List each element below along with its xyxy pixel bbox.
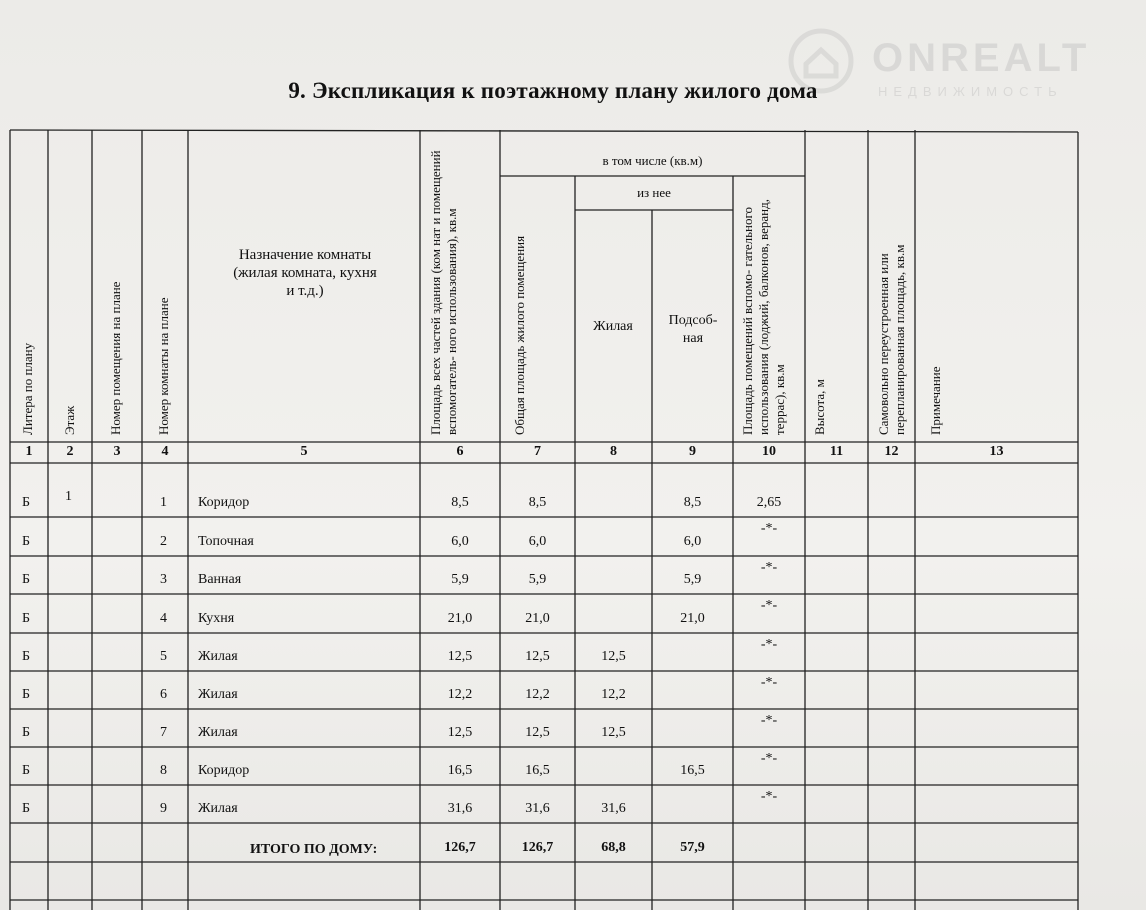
cell-litera: Б xyxy=(22,725,31,740)
cell-general-area: 31,6 xyxy=(525,801,550,816)
header-aux-use-area: Площадь помещений вспомо- гательного использования (лоджий, балконов, веранд, террас), кв.м xyxy=(740,199,787,435)
cell-room-number: 4 xyxy=(160,611,167,626)
cell-height: -*- xyxy=(760,789,778,804)
cell-height: -*- xyxy=(760,751,778,766)
column-number: 1 xyxy=(25,444,33,459)
column-number: 10 xyxy=(762,444,776,459)
cell-general-area: 6,0 xyxy=(528,534,547,549)
header-including: в том числе (кв.м) xyxy=(602,153,703,168)
cell-room-number: 3 xyxy=(160,572,167,587)
cell-room-number: 6 xyxy=(160,687,167,702)
cell-floor: 1 xyxy=(65,489,72,504)
cell-living-area: 12,2 xyxy=(601,687,626,702)
cell-general-area: 8,5 xyxy=(528,495,547,510)
column-number: 4 xyxy=(161,444,169,459)
cell-room-name: Ванная xyxy=(198,572,242,587)
header-total-area: Площадь всех частей здания (ком нат и помещений вспомогатель- ного использования), кв.м xyxy=(428,150,459,435)
cell-room-name: Жилая xyxy=(198,687,238,702)
header-room-purpose: Назначение комнаты (жилая комната, кухня и т.д.) xyxy=(233,247,377,299)
column-number: 7 xyxy=(534,444,541,459)
header-height: Высота, м xyxy=(812,379,827,435)
column-number: 6 xyxy=(456,444,464,459)
cell-room-number: 1 xyxy=(160,495,167,510)
watermark-sub: НЕДВИЖИМОСТЬ xyxy=(878,84,1063,99)
cell-litera: Б xyxy=(22,687,31,702)
cell-room-name: Жилая xyxy=(198,801,238,816)
totals-label: ИТОГО ПО ДОМУ: xyxy=(250,842,378,857)
cell-total-area: 31,6 xyxy=(447,801,473,816)
column-number: 9 xyxy=(689,444,696,459)
cell-room-number: 8 xyxy=(160,763,167,778)
cell-room-name: Жилая xyxy=(198,649,238,664)
cell-litera: Б xyxy=(22,572,31,587)
page-title: 9. Экспликация к поэтажному плану жилого дома xyxy=(288,78,818,103)
cell-room-name: Коридор xyxy=(198,763,250,778)
header-of-which: из нее xyxy=(637,185,671,200)
column-number: 12 xyxy=(884,444,899,459)
header-litera: Литера по плану xyxy=(20,342,35,435)
cell-room-name: Топочная xyxy=(198,534,254,549)
cell-litera: Б xyxy=(22,763,31,778)
column-number: 11 xyxy=(829,444,844,459)
cell-room-number: 7 xyxy=(160,725,167,740)
cell-height: -*- xyxy=(760,598,778,613)
cell-height: 2,65 xyxy=(756,495,782,510)
header-general-area: Общая площадь жилого помещения xyxy=(512,235,527,435)
cell-height: -*- xyxy=(760,560,778,575)
cell-aux-area: 6,0 xyxy=(683,534,702,549)
column-number: 5 xyxy=(300,444,308,459)
cell-living-area: 31,6 xyxy=(601,801,626,816)
cell-living-area: 12,5 xyxy=(601,725,626,740)
header-note: Примечание xyxy=(928,366,943,435)
cell-total-area: 8,5 xyxy=(451,495,469,510)
cell-aux-area: 21,0 xyxy=(680,611,705,626)
cell-height: -*- xyxy=(760,637,778,652)
cell-litera: Б xyxy=(22,611,31,626)
cell-general-area: 12,5 xyxy=(525,649,550,664)
header-floor: Этаж xyxy=(62,405,77,435)
cell-height: -*- xyxy=(760,713,778,728)
cell-living-area: 12,5 xyxy=(601,649,626,664)
header-auxiliary: Подсоб- ная xyxy=(668,313,718,346)
cell-aux-area: 16,5 xyxy=(680,763,705,778)
cell-height: -*- xyxy=(760,675,778,690)
cell-general-area: 12,2 xyxy=(525,687,550,702)
header-reconstructed-area: Самовольно переустроенная или перепланированная площадь, кв.м xyxy=(876,244,907,435)
cell-general-area: 16,5 xyxy=(525,763,550,778)
cell-total-area: 6,0 xyxy=(451,534,469,549)
watermark-brand: ONREALT xyxy=(872,36,1091,80)
cell-litera: Б xyxy=(22,801,31,816)
cell-room-number: 2 xyxy=(160,534,167,549)
cell-total-area: 21,0 xyxy=(447,611,473,626)
cell-aux-area: 8,5 xyxy=(683,495,702,510)
cell-room-number: 9 xyxy=(160,801,167,816)
column-number: 13 xyxy=(989,444,1004,459)
cell-height: -*- xyxy=(760,521,778,536)
cell-litera: Б xyxy=(22,649,31,664)
cell-total-area: 16,5 xyxy=(447,763,473,778)
column-number: 3 xyxy=(113,444,121,459)
header-premises-number: Номер помещения на плане xyxy=(108,281,123,435)
cell-room-number: 5 xyxy=(160,649,167,664)
header-room-number: Номер комнаты на плане xyxy=(156,297,171,435)
cell-general-area: 5,9 xyxy=(528,572,547,587)
column-number: 8 xyxy=(610,444,617,459)
totals-total-area: 126,7 xyxy=(444,840,476,855)
cell-room-name: Жилая xyxy=(198,725,238,740)
totals-general-area: 126,7 xyxy=(521,840,554,855)
cell-total-area: 12,5 xyxy=(447,649,473,664)
totals-aux-area: 57,9 xyxy=(680,840,705,855)
cell-general-area: 12,5 xyxy=(525,725,550,740)
cell-general-area: 21,0 xyxy=(525,611,550,626)
cell-litera: Б xyxy=(22,495,31,510)
cell-aux-area: 5,9 xyxy=(683,572,702,587)
cell-litera: Б xyxy=(22,534,31,549)
cell-room-name: Кухня xyxy=(198,611,235,626)
header-living: Жилая xyxy=(593,319,633,334)
column-number: 2 xyxy=(66,444,74,459)
cell-room-name: Коридор xyxy=(198,495,250,510)
cell-total-area: 12,5 xyxy=(447,725,473,740)
cell-total-area: 12,2 xyxy=(447,687,473,702)
cell-total-area: 5,9 xyxy=(451,572,469,587)
totals-living-area: 68,8 xyxy=(601,840,626,855)
